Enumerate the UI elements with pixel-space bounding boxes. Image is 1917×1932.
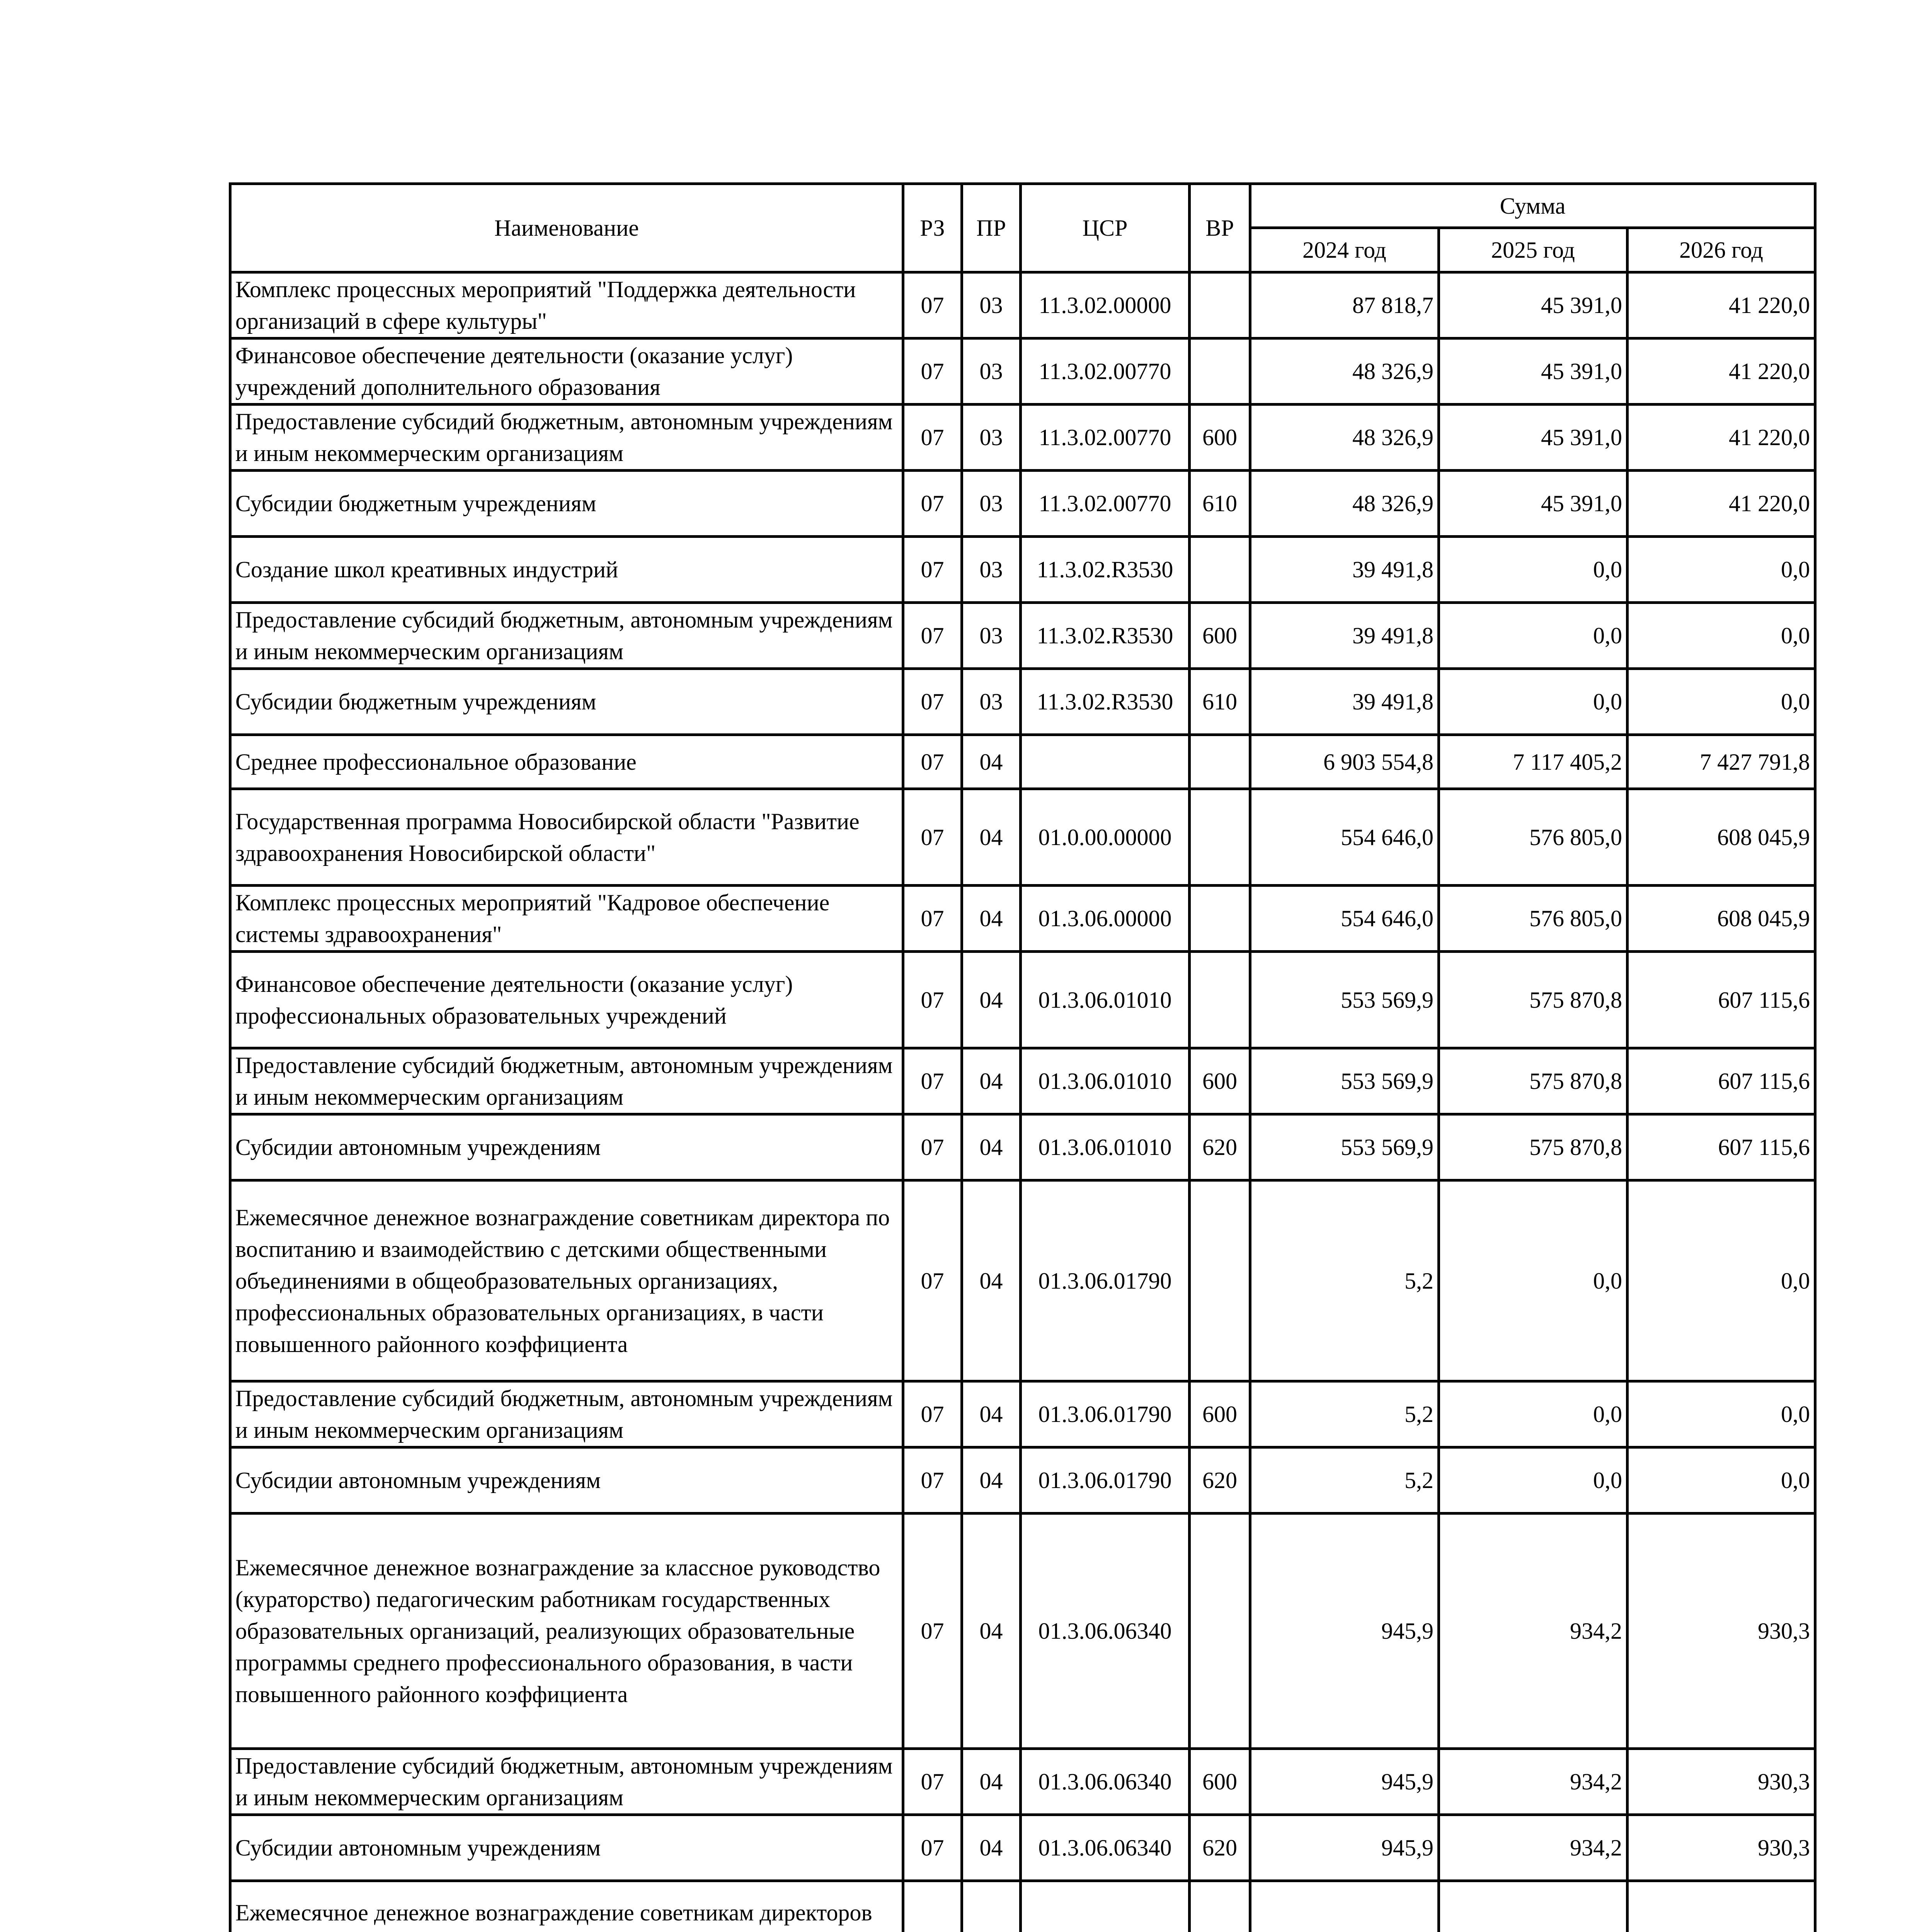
cell-2024: 48 326,9: [1250, 338, 1439, 405]
cell-2024: 553 569,9: [1250, 1114, 1439, 1180]
cell-2026: 7 427 791,8: [1628, 735, 1815, 789]
cell-name: Субсидии бюджетным учреждениям: [230, 471, 903, 537]
cell-rz: 07: [903, 405, 962, 471]
cell-2026: 0,0: [1628, 1447, 1815, 1514]
cell-vr: [1190, 338, 1250, 405]
cell-pr: 04: [962, 1447, 1021, 1514]
cell-rz: 07: [903, 1381, 962, 1447]
cell-2026: 607 115,6: [1628, 952, 1815, 1048]
cell-name: Комплекс процессных мероприятий "Поддержка деятельности организаций в сфере культуры": [230, 272, 903, 338]
cell-2026: 930,3: [1628, 1815, 1815, 1881]
table-row: [230, 537, 1815, 603]
cell-name: Предоставление субсидий бюджетным, автономным учреждениям и иным некоммерческим организациям: [230, 603, 903, 669]
cell-2026: 0,0: [1628, 1381, 1815, 1447]
cell-2025: 576 805,0: [1439, 789, 1628, 886]
cell-csr: 01.3.06.01790: [1021, 1447, 1190, 1514]
cell-2024: 5,2: [1250, 1447, 1439, 1514]
table-row: [230, 1815, 1815, 1881]
col-header-csr: ЦСР: [1021, 184, 1190, 272]
cell-csr: [1021, 735, 1190, 789]
cell-pr: 04: [962, 1114, 1021, 1180]
cell-csr: 01.3.06.01010: [1021, 1048, 1190, 1114]
cell-name: Субсидии автономным учреждениям: [230, 1114, 903, 1180]
col-header-rz: РЗ: [903, 184, 962, 272]
cell-2026: 608 045,9: [1628, 789, 1815, 886]
cell-2024: [1250, 1881, 1439, 1932]
table-row: [230, 1749, 1815, 1815]
cell-rz: 07: [903, 1447, 962, 1514]
cell-2026: 41 220,0: [1628, 405, 1815, 471]
cell-2024: 48 326,9: [1250, 471, 1439, 537]
cell-2024: 5,2: [1250, 1180, 1439, 1381]
table-row: [230, 952, 1815, 1048]
cell-2025: 7 117 405,2: [1439, 735, 1628, 789]
col-header-name: Наименование: [230, 184, 903, 272]
cell-2026: [1628, 1881, 1815, 1932]
cell-rz: 07: [903, 1114, 962, 1180]
cell-name: Субсидии автономным учреждениям: [230, 1815, 903, 1881]
cell-2025: 934,2: [1439, 1749, 1628, 1815]
cell-2024: 39 491,8: [1250, 603, 1439, 669]
cell-csr: [1021, 1881, 1190, 1932]
cell-2024: 5,2: [1250, 1381, 1439, 1447]
cell-csr: 01.3.06.01010: [1021, 952, 1190, 1048]
cell-2024: 39 491,8: [1250, 669, 1439, 735]
cell-vr: [1190, 1514, 1250, 1749]
cell-rz: [903, 1881, 962, 1932]
cell-2026: 608 045,9: [1628, 886, 1815, 952]
cell-2025: 0,0: [1439, 1381, 1628, 1447]
cell-name: Предоставление субсидий бюджетным, автономным учреждениям и иным некоммерческим организациям: [230, 1381, 903, 1447]
cell-vr: 610: [1190, 471, 1250, 537]
cell-csr: 11.3.02.R3530: [1021, 603, 1190, 669]
cell-2026: 0,0: [1628, 1180, 1815, 1381]
cell-2025: 0,0: [1439, 1180, 1628, 1381]
cell-pr: 03: [962, 405, 1021, 471]
cell-rz: 07: [903, 735, 962, 789]
cell-2024: 945,9: [1250, 1749, 1439, 1815]
cell-2025: 45 391,0: [1439, 338, 1628, 405]
cell-2025: 576 805,0: [1439, 886, 1628, 952]
cell-csr: 01.0.00.00000: [1021, 789, 1190, 886]
table-row: [230, 1381, 1815, 1447]
cell-pr: 03: [962, 669, 1021, 735]
cell-pr: 04: [962, 886, 1021, 952]
cell-vr: 610: [1190, 669, 1250, 735]
table-row: [230, 338, 1815, 405]
cell-vr: [1190, 789, 1250, 886]
table-row: [230, 1048, 1815, 1114]
cell-name: Предоставление субсидий бюджетным, автономным учреждениям и иным некоммерческим организациям: [230, 1048, 903, 1114]
table-row: [230, 1180, 1815, 1381]
cell-2024: 39 491,8: [1250, 537, 1439, 603]
cell-pr: 04: [962, 1749, 1021, 1815]
col-header-pr: ПР: [962, 184, 1021, 272]
cell-name: Субсидии автономным учреждениям: [230, 1447, 903, 1514]
cell-name: Финансовое обеспечение деятельности (оказание услуг) профессиональных образовательных учреждений: [230, 952, 903, 1048]
cell-2026: 41 220,0: [1628, 338, 1815, 405]
cell-csr: 01.3.06.01790: [1021, 1381, 1190, 1447]
cell-2024: 48 326,9: [1250, 405, 1439, 471]
cell-2026: 0,0: [1628, 603, 1815, 669]
cell-vr: [1190, 952, 1250, 1048]
cell-rz: 07: [903, 669, 962, 735]
col-header-2026: 2026 год: [1628, 228, 1815, 272]
cell-vr: 600: [1190, 1749, 1250, 1815]
cell-rz: 07: [903, 1514, 962, 1749]
cell-2025: 0,0: [1439, 537, 1628, 603]
cell-csr: 01.3.06.06340: [1021, 1749, 1190, 1815]
cell-name: Ежемесячное денежное вознаграждение советникам директоров: [230, 1881, 903, 1932]
cell-rz: 07: [903, 952, 962, 1048]
cell-2025: 575 870,8: [1439, 1114, 1628, 1180]
cell-rz: 07: [903, 886, 962, 952]
table-body: [230, 272, 1815, 1932]
cell-2025: 934,2: [1439, 1514, 1628, 1749]
cell-2025: 0,0: [1439, 1447, 1628, 1514]
cell-2026: 930,3: [1628, 1514, 1815, 1749]
cell-2025: 934,2: [1439, 1815, 1628, 1881]
cell-vr: [1190, 1881, 1250, 1932]
cell-pr: 04: [962, 1048, 1021, 1114]
cell-csr: 01.3.06.01010: [1021, 1114, 1190, 1180]
cell-2025: 0,0: [1439, 603, 1628, 669]
cell-pr: 04: [962, 1514, 1021, 1749]
cell-csr: 11.3.02.00000: [1021, 272, 1190, 338]
cell-vr: 600: [1190, 1381, 1250, 1447]
table-row: [230, 1514, 1815, 1749]
cell-name: Комплекс процессных мероприятий "Кадровое обеспечение системы здравоохранения": [230, 886, 903, 952]
cell-2026: 607 115,6: [1628, 1114, 1815, 1180]
cell-pr: 03: [962, 272, 1021, 338]
cell-2025: [1439, 1881, 1628, 1932]
cell-name: Предоставление субсидий бюджетным, автономным учреждениям и иным некоммерческим организациям: [230, 1749, 903, 1815]
cell-pr: 03: [962, 471, 1021, 537]
cell-rz: 07: [903, 537, 962, 603]
col-header-2025: 2025 год: [1439, 228, 1628, 272]
cell-vr: 600: [1190, 603, 1250, 669]
table-row: [230, 272, 1815, 338]
cell-vr: 620: [1190, 1815, 1250, 1881]
cell-pr: 03: [962, 338, 1021, 405]
cell-2026: 0,0: [1628, 669, 1815, 735]
cell-name: Среднее профессиональное образование: [230, 735, 903, 789]
cell-csr: 11.3.02.00770: [1021, 338, 1190, 405]
col-header-vr: ВР: [1190, 184, 1250, 272]
cell-2024: 553 569,9: [1250, 952, 1439, 1048]
table-row: [230, 603, 1815, 669]
cell-csr: 11.3.02.00770: [1021, 471, 1190, 537]
cell-rz: 07: [903, 1180, 962, 1381]
budget-table: [229, 182, 1817, 1932]
table-row: [230, 405, 1815, 471]
cell-pr: 04: [962, 952, 1021, 1048]
table-row: [230, 735, 1815, 789]
cell-rz: 07: [903, 1749, 962, 1815]
cell-vr: [1190, 1180, 1250, 1381]
cell-rz: 07: [903, 471, 962, 537]
table-row: [230, 789, 1815, 886]
col-header-2024: 2024 год: [1250, 228, 1439, 272]
cell-2024: 6 903 554,8: [1250, 735, 1439, 789]
table-row: [230, 1114, 1815, 1180]
cell-csr: 11.3.02.00770: [1021, 405, 1190, 471]
cell-name: Субсидии бюджетным учреждениям: [230, 669, 903, 735]
cell-2026: 930,3: [1628, 1749, 1815, 1815]
cell-vr: [1190, 537, 1250, 603]
table-row: [230, 886, 1815, 952]
cell-2026: 607 115,6: [1628, 1048, 1815, 1114]
cell-csr: 01.3.06.06340: [1021, 1514, 1190, 1749]
cell-csr: 11.3.02.R3530: [1021, 669, 1190, 735]
cell-vr: [1190, 735, 1250, 789]
cell-2025: 575 870,8: [1439, 952, 1628, 1048]
cell-2026: 41 220,0: [1628, 272, 1815, 338]
cell-2024: 553 569,9: [1250, 1048, 1439, 1114]
cell-2026: 41 220,0: [1628, 471, 1815, 537]
cell-pr: 04: [962, 789, 1021, 886]
cell-csr: 11.3.02.R3530: [1021, 537, 1190, 603]
cell-pr: 03: [962, 603, 1021, 669]
cell-2024: 554 646,0: [1250, 789, 1439, 886]
cell-name: Ежемесячное денежное вознаграждение за классное руководство (кураторство) педагогическим работникам государственных образовательных организаций, реализующих образовательные программы среднего профессионального образования, в части повышенного районного коэффициента: [230, 1514, 903, 1749]
cell-2025: 0,0: [1439, 669, 1628, 735]
cell-rz: 07: [903, 789, 962, 886]
table-row: [230, 471, 1815, 537]
cell-name: Предоставление субсидий бюджетным, автономным учреждениям и иным некоммерческим организациям: [230, 405, 903, 471]
cell-2024: 945,9: [1250, 1815, 1439, 1881]
cell-2025: 45 391,0: [1439, 471, 1628, 537]
cell-2026: 0,0: [1628, 537, 1815, 603]
cell-vr: 620: [1190, 1114, 1250, 1180]
cell-pr: 04: [962, 1815, 1021, 1881]
cell-rz: 07: [903, 1048, 962, 1114]
col-header-sum: Сумма: [1250, 184, 1815, 228]
cell-2025: 575 870,8: [1439, 1048, 1628, 1114]
cell-vr: [1190, 272, 1250, 338]
cell-vr: 620: [1190, 1447, 1250, 1514]
cell-csr: 01.3.06.00000: [1021, 886, 1190, 952]
cell-pr: 04: [962, 1180, 1021, 1381]
cell-pr: [962, 1881, 1021, 1932]
cell-name: Ежемесячное денежное вознаграждение советникам директора по воспитанию и взаимодействию с детскими общественными объединениями в общеобразовательных организациях, профессиональных образовательных организациях, в части повышенного районного коэффициента: [230, 1180, 903, 1381]
cell-vr: [1190, 886, 1250, 952]
cell-pr: 03: [962, 537, 1021, 603]
table-row: [230, 1881, 1815, 1932]
cell-2024: 87 818,7: [1250, 272, 1439, 338]
cell-rz: 07: [903, 1815, 962, 1881]
cell-rz: 07: [903, 272, 962, 338]
cell-2024: 945,9: [1250, 1514, 1439, 1749]
cell-2025: 45 391,0: [1439, 405, 1628, 471]
cell-name: Создание школ креативных индустрий: [230, 537, 903, 603]
cell-2024: 554 646,0: [1250, 886, 1439, 952]
cell-rz: 07: [903, 338, 962, 405]
cell-csr: 01.3.06.01790: [1021, 1180, 1190, 1381]
cell-vr: 600: [1190, 1048, 1250, 1114]
cell-vr: 600: [1190, 405, 1250, 471]
cell-csr: 01.3.06.06340: [1021, 1815, 1190, 1881]
table-row: [230, 1447, 1815, 1514]
cell-pr: 04: [962, 1381, 1021, 1447]
cell-pr: 04: [962, 735, 1021, 789]
cell-2025: 45 391,0: [1439, 272, 1628, 338]
table-row: [230, 669, 1815, 735]
cell-name: Финансовое обеспечение деятельности (оказание услуг) учреждений дополнительного образования: [230, 338, 903, 405]
cell-name: Государственная программа Новосибирской области "Развитие здравоохранения Новосибирской области": [230, 789, 903, 886]
cell-rz: 07: [903, 603, 962, 669]
